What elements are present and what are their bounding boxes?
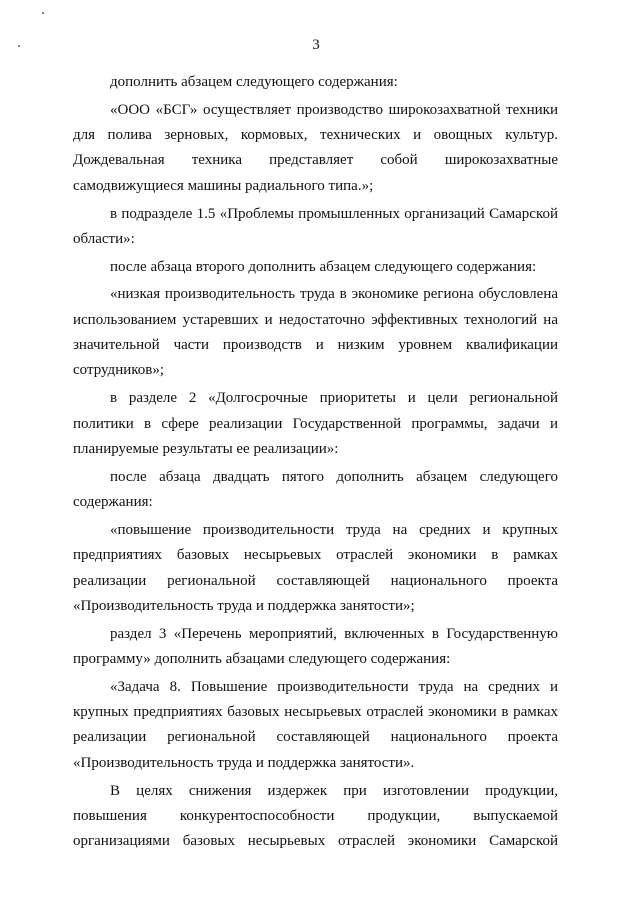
paragraph [73,282,558,384]
paragraph [73,518,558,620]
page-number: 3 [312,37,320,53]
paragraph-line: организациями базовых несырьевых отраслей экономики Самарской [73,833,558,850]
document-body [73,70,558,855]
paragraph [73,675,558,777]
paragraph-line: раздел 3 «Перечень мероприятий, включенных в Государственную [110,625,558,642]
paragraph-line: реализации региональной составляющей национального проекта [73,729,558,746]
paragraph-line: в подразделе 1.5 «Проблемы промышленных организаций Самарской [110,205,558,222]
paragraph-line: использованием устаревших и недостаточно эффективных технологий на [73,311,558,328]
paragraph-line: предприятиях базовых несырьевых отраслей экономики в рамках [73,547,558,564]
paragraph-line: после абзаца двадцать пятого дополнить абзацем следующего [110,468,558,485]
paragraph-line: политики в сфере реализации Государственной программы, задачи и [73,415,558,432]
paragraph-line: дополнить абзацем следующего содержания: [110,74,398,90]
paragraph-line: крупных предприятиях базовых несырьевых отраслей экономики в рамках [73,704,558,721]
paragraph [73,465,558,516]
paragraph-line: содержания: [73,494,153,511]
paragraph-line: повышения конкурентоспособности продукции, выпускаемой [73,807,558,824]
paragraph [73,255,558,280]
paragraph-line: программу» дополнить абзацами следующего содержания: [73,650,451,667]
paragraph-line: в разделе 2 «Долгосрочные приоритеты и цели региональной [110,390,558,407]
paragraph-line: после абзаца второго дополнить абзацем следующего содержания: [110,258,537,275]
paragraph-line: для полива зерновых, кормовых, технических и овощных культур. [73,127,558,144]
paragraph-line: «Производительность труда и поддержка занятости». [73,754,415,771]
paragraph-line: области»: [73,230,135,247]
paragraph-line: «низкая производительность труда в экономике региона обусловлена [110,286,558,303]
paragraph-line: «Задача 8. Повышение производительности труда на средних и [110,678,558,695]
paragraph [73,98,558,200]
paragraph-line: самодвижущиеся машины радиального типа.»; [73,177,374,194]
paragraph-line: «повышение производительности труда на средних и крупных [110,521,558,538]
paragraph [73,779,558,855]
paragraph-line: «ООО «БСГ» осуществляет производство широкозахватной техники [110,101,558,118]
paragraph-line: планируемые результаты ее реализации»: [73,440,339,457]
paragraph [73,202,558,253]
paragraph-line: сотрудников»; [73,362,165,379]
paragraph [73,386,558,462]
paragraph-line: В целях снижения издержек при изготовлении продукции, [110,782,558,799]
scan-speck [42,12,44,14]
paragraph-line: реализации региональной составляющей национального проекта [73,572,558,589]
paragraph-line: «Производительность труда и поддержка занятости»; [73,597,415,614]
paragraph-line: значительной части производств и низким уровнем квалификации [73,337,558,354]
paragraph [73,622,558,673]
paragraph-line: Дождевальная техника представляет собой широкозахватные [73,152,558,169]
paragraph [73,70,558,95]
